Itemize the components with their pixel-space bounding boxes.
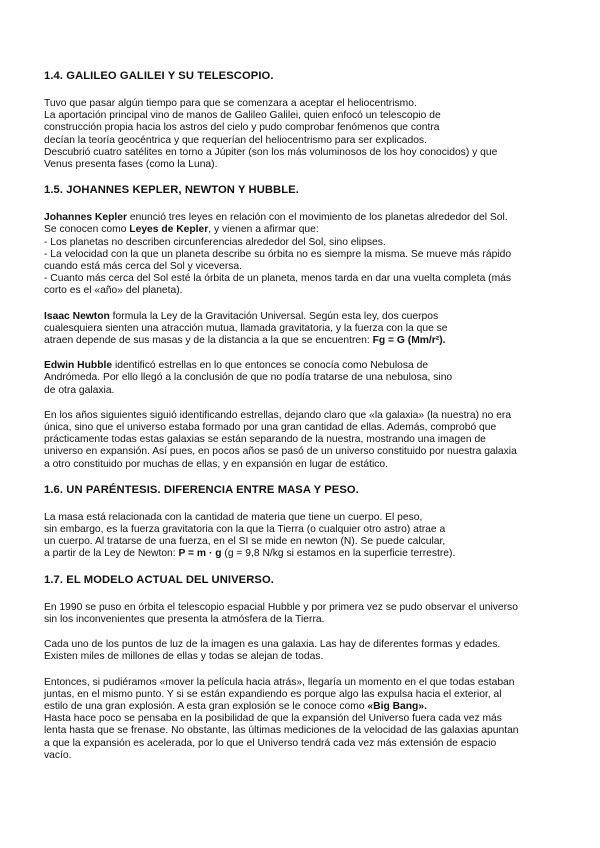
text-line: - La velocidad con la que un planeta describe su órbita no es siempre la misma. Se mueve más rápido [44, 248, 512, 260]
big-bang-term: «Big Bang». [367, 700, 427, 712]
text-run: a partir de la Ley de Newton: [44, 548, 179, 560]
section-title-kepler-newton-hubble: 1.5. JOHANNES KEPLER, NEWTON Y HUBBLE. [44, 184, 299, 197]
paragraph-kepler [44, 212, 560, 297]
paragraph-hubble-telescope [44, 602, 560, 626]
text-line: - Cuanto más cerca del Sol esté la órbita de un planeta, menos tarda en dar una vuelta completa (más [44, 273, 512, 285]
paragraph-expansion [44, 410, 560, 471]
text-line: lenta hasta que se frenase. No obstante, las últimas mediciones de la velocidad de las galaxias apuntan [44, 725, 519, 737]
text-run: enunció tres leyes en relación con el movimiento de los planetas alrededor del Sol. [126, 212, 508, 224]
text-line: Existen miles de millones de ellas y todas se alejan de todas. [44, 651, 324, 663]
text-line: de otra galaxia. [44, 384, 115, 396]
text-run: identificó estrellas en lo que entonces se conocía como Nebulosa de [112, 360, 429, 372]
text-line: cualesquiera sienten una atracción mutua, llamada gravitatoria, y la fuerza con la que se [44, 322, 448, 334]
paragraph-hubble [44, 360, 560, 397]
gravitation-formula: Fg = G (Mm/r²). [372, 335, 446, 347]
kepler-name: Johannes Kepler [44, 212, 127, 224]
text-line [44, 311, 560, 323]
text-line: cuando está más cerca del Sol y viceversa. [44, 261, 243, 273]
text-line: Descubrió cuatro satélites en torno a Júpiter (son los más voluminosos de los hoy conocidos) y que [44, 146, 498, 158]
text-line: La aportación principal vino de manos de Galileo Galilei, quien enfocó un telescopio de [44, 110, 441, 122]
text-line: Hasta hace poco se pensaba en la posibilidad de que la expansión del Universo fuera cada vez más [44, 713, 502, 725]
section-title-current-model: 1.7. EL MODELO ACTUAL DEL UNIVERSO. [44, 573, 274, 586]
text-line: un cuerpo. Al tratarse de una fuerza, en el SI se mide en newton (N). Se puede calcular, [44, 536, 446, 548]
text-line: juntas, en el mismo punto. Y si se están expandiendo es porque algo las expulsa hacia el exterior, al [44, 688, 502, 700]
text-line: decían la teoría geocéntrica y que requerían del heliocentrismo para ser explicados. [44, 134, 427, 146]
text-run: estilo de una gran explosión. A esta gran explosión se le conoce como [44, 700, 368, 712]
text-line: Tuvo que pasar algún tiempo para que se comenzara a aceptar el heliocentrismo. [44, 98, 417, 109]
text-line [44, 701, 560, 713]
text-line: Andrómeda. Por ello llegó a la conclusión de que no podía tratarse de una nebulosa, sino [44, 372, 453, 384]
text-line: universo en expansión. Así pues, en pocos años se pasó de un universo constituido por nuestra galaxia [44, 446, 517, 458]
paragraph-big-bang [44, 677, 560, 762]
newton-name: Isaac Newton [44, 310, 110, 322]
text-line: En los años siguientes siguió identificando estrellas, dejando claro que «la galaxia» (la nuestra) no era [44, 409, 512, 421]
text-line: sin los inconvenientes que presenta la atmósfera de la Tierra. [44, 613, 325, 625]
text-run: (g = 9,8 N/kg si estamos en la superficie terrestre). [221, 548, 456, 560]
section-title-galileo: 1.4. GALILEO GALILEI Y SU TELESCOPIO. [44, 70, 274, 82]
text-line [44, 224, 560, 236]
text-line: Venus presenta fases (como la Luna). [44, 159, 218, 171]
kepler-laws-term: Leyes de Kepler [129, 224, 209, 236]
weight-formula: P = m · g [178, 548, 222, 560]
text-line [44, 548, 560, 560]
text-run: atraen depende de sus masas y de la distancia a la que se encuentren: [44, 335, 373, 347]
text-line: En 1990 se puso en órbita el telescopio espacial Hubble y por primera vez se pudo observar el universo [44, 601, 518, 613]
paragraph-mass-weight [44, 512, 560, 561]
text-run: formula la Ley de la Gravitación Universal. Según esta ley, dos cuerpos [109, 310, 439, 322]
text-line: La masa está relacionada con la cantidad de materia que tiene un cuerpo. El peso, [44, 511, 423, 523]
text-run: Se conocen como [44, 224, 130, 236]
text-line: única, sino que el universo estaba formado por una gran cantidad de ellas. Además, comprobó que [44, 422, 497, 434]
text-line: sin embargo, es la fuerza gravitatoria con la que la Tierra (o cualquier otro astro) atrae a [44, 524, 446, 536]
paragraph-newton [44, 311, 560, 348]
section-title-mass-weight: 1.6. UN PARÉNTESIS. DIFERENCIA ENTRE MASA Y PESO. [44, 483, 359, 496]
paragraph-galileo [44, 98, 560, 171]
text-line: Entonces, si pudiéramos «mover la película hacia atrás», llegaría un momento en el que todas estaban [44, 676, 515, 688]
text-line [44, 212, 560, 224]
text-line: - Los planetas no describen circunferencias alrededor del Sol, sino elipses. [44, 236, 386, 248]
text-line: construcción propia hacia los astros del cielo y pudo comprobar fenómenos que contra [44, 122, 440, 134]
hubble-name: Edwin Hubble [44, 360, 113, 372]
text-line [44, 335, 560, 347]
document-page [44, 70, 560, 775]
paragraph-galaxies [44, 639, 560, 663]
text-line: corto es el «año» del planeta). [44, 285, 183, 297]
text-line: Cada uno de los puntos de luz de la imagen es una galaxia. Las hay de diferentes formas y edades. [44, 639, 501, 651]
text-line [44, 360, 560, 372]
text-line: vacío. [44, 749, 72, 761]
text-run: , y vienen a afirmar que: [208, 224, 319, 236]
text-line: a otro constituido por muchas de ellas, y en expansión en lugar de estático. [44, 458, 389, 470]
text-line: prácticamente todas estas galaxias se están separando de la nuestra, mostrando una imagen de [44, 434, 486, 446]
text-line: a que la expansión es acelerada, por lo que el Universo tendrá cada vez más extensión de espacio [44, 737, 497, 749]
